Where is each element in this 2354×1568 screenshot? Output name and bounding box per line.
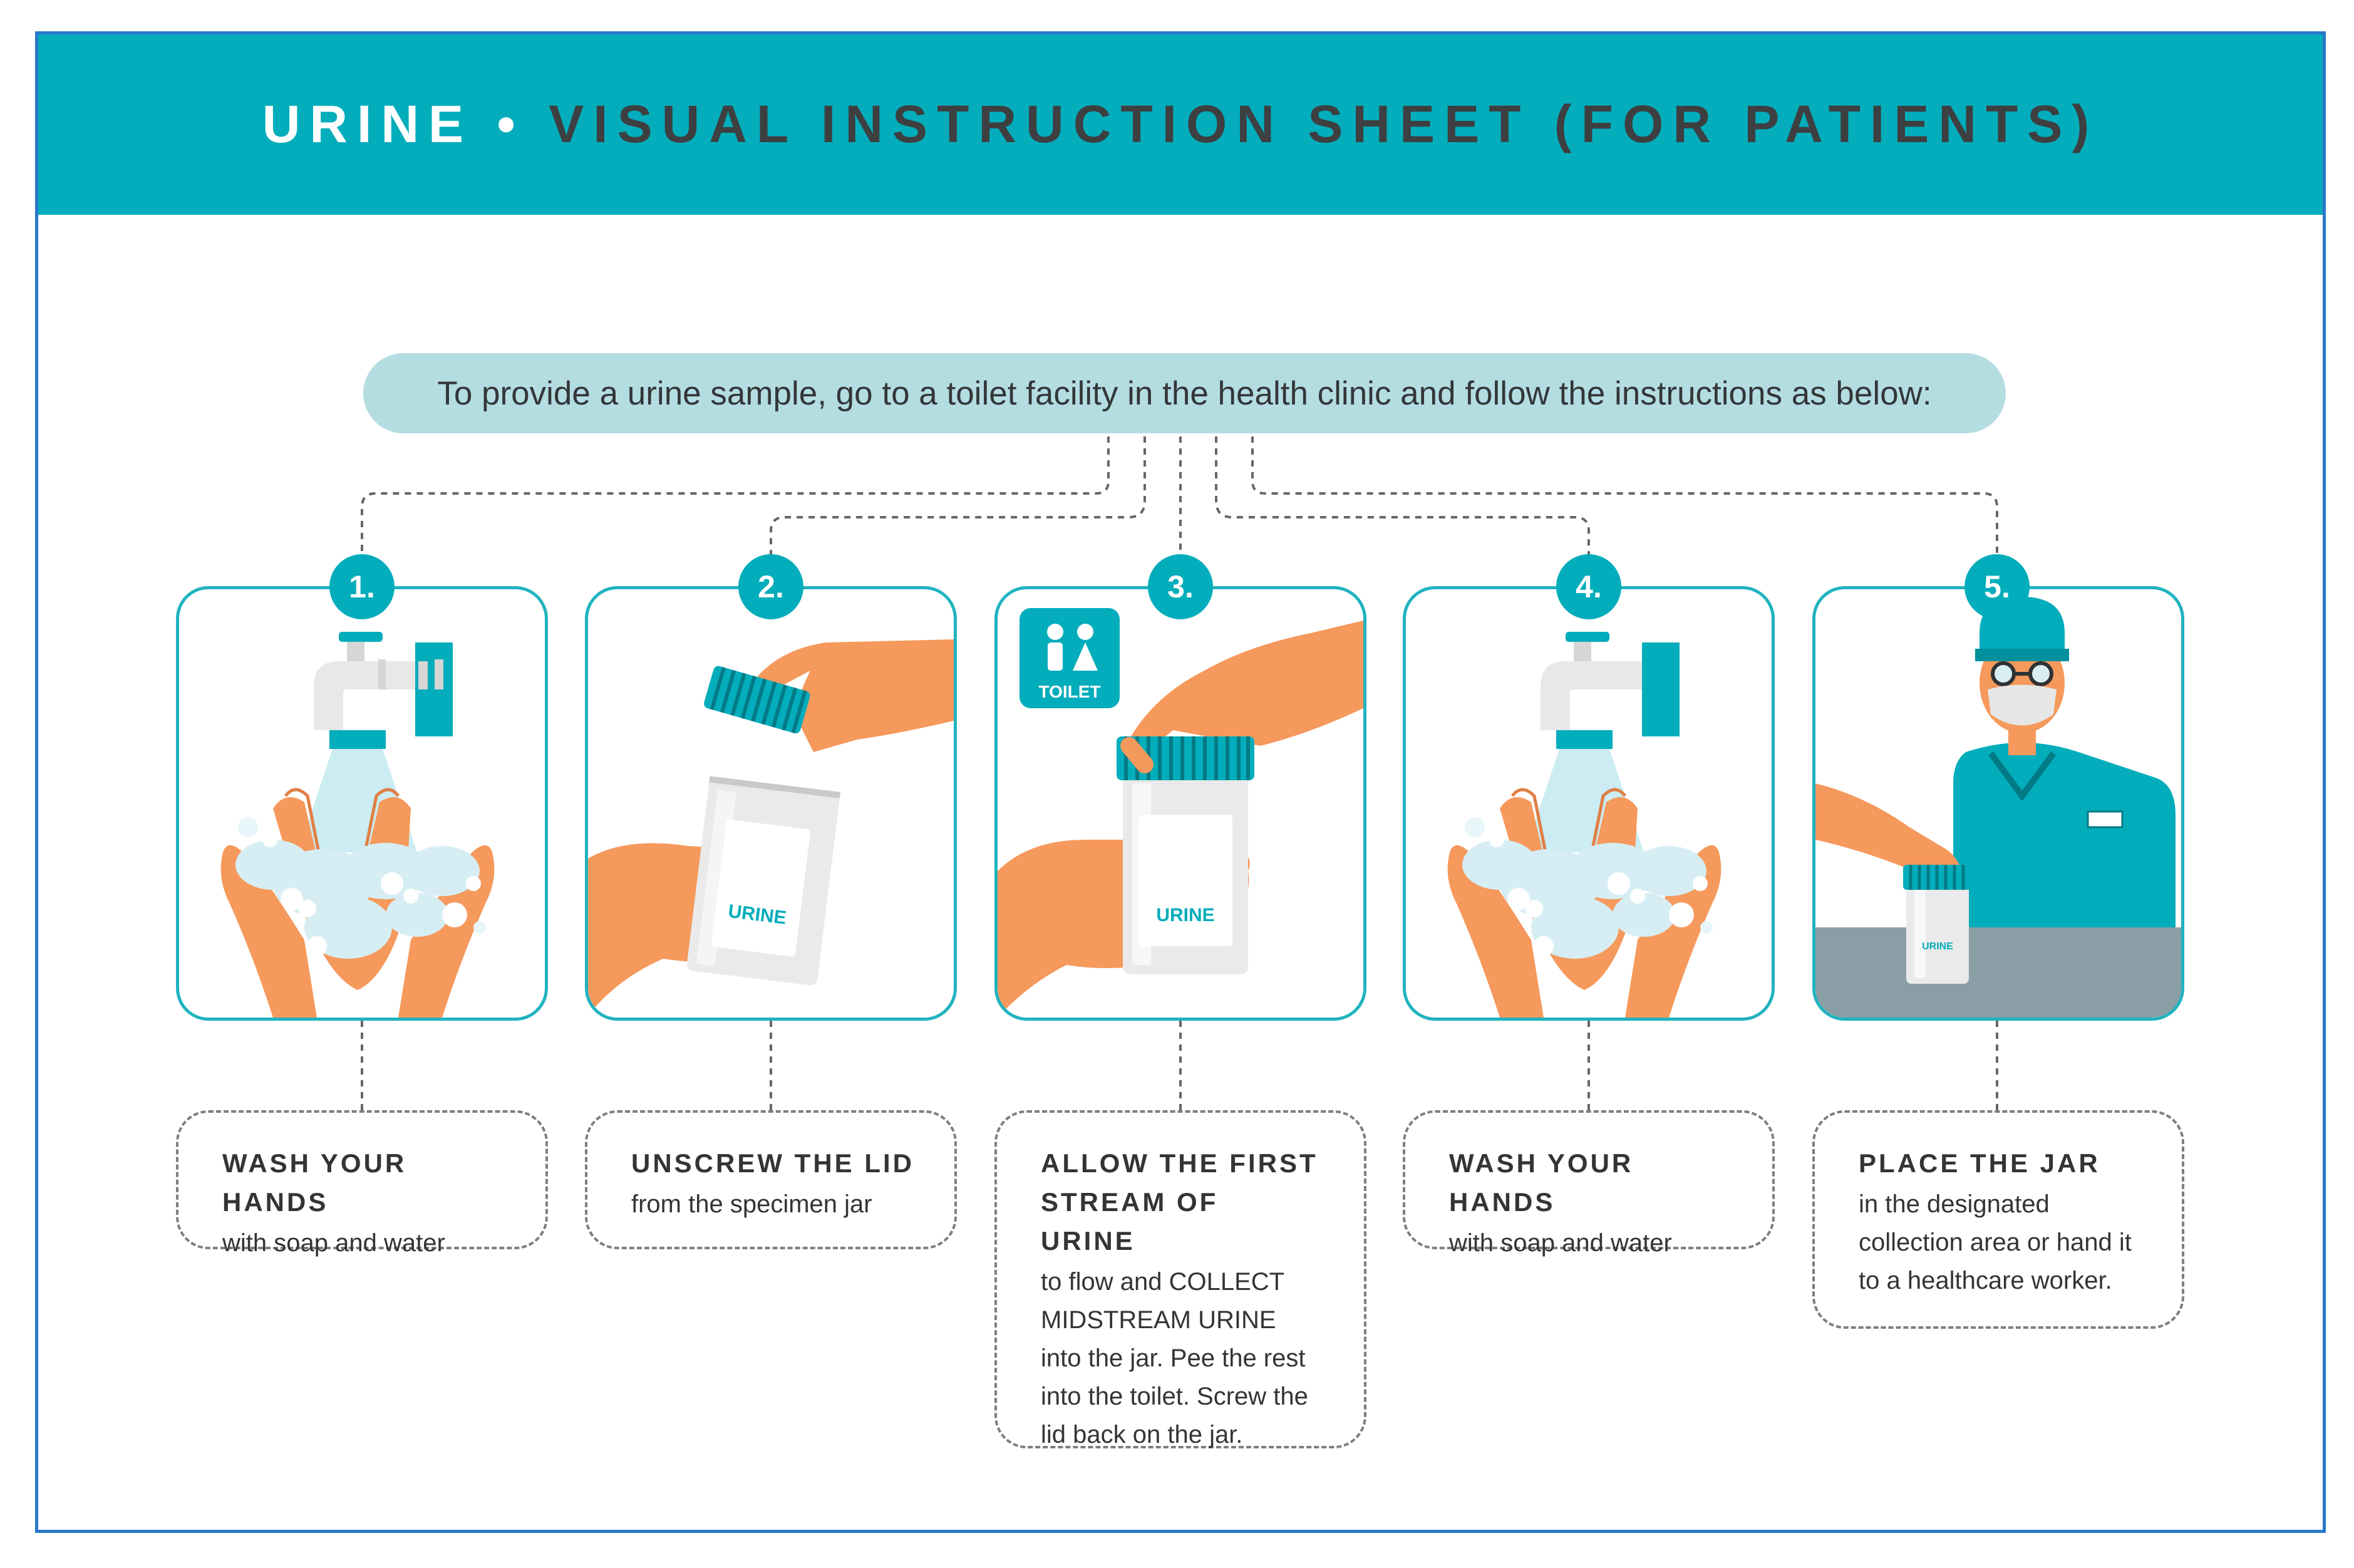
title-separator: • [497, 95, 525, 153]
toilet-label: TOILET [1038, 682, 1101, 701]
step-4-number-badge: 4. [1556, 554, 1621, 619]
step-5-number-badge: 5. [1964, 554, 2030, 619]
step-2-heading: UNSCREW THE LID [631, 1148, 914, 1178]
jar-label: URINE [1156, 905, 1215, 926]
specimen-jar-icon [686, 776, 840, 986]
title-main: URINE [262, 95, 473, 153]
intro-banner: To provide a urine sample, go to a toilet facility in the health clinic and follow the instructions as below: [363, 353, 2006, 433]
tap-icon [1541, 632, 1680, 749]
step-1-illustration [176, 586, 548, 1021]
step-3-number-badge: 3. [1148, 554, 1213, 619]
step-2-illustration [585, 586, 957, 1021]
jar-label: URINE [726, 900, 788, 929]
toilet-sign-icon [1020, 608, 1120, 708]
step-4-heading: WASH YOUR HANDS [1449, 1148, 1634, 1217]
step-5-description [1812, 1110, 2184, 1329]
healthcare-worker-icon [1953, 597, 2176, 940]
step-3-heading: ALLOW THE FIRST STREAM OF URINE [1041, 1148, 1318, 1256]
counter-surface [1815, 927, 2181, 1018]
step-5-illustration [1812, 586, 2184, 1021]
step-2-body: from the specimen jar [631, 1190, 872, 1218]
step-3-illustration [994, 586, 1366, 1021]
step-3-description [994, 1110, 1366, 1448]
instruction-sheet [35, 31, 2326, 1533]
specimen-jar-icon [1117, 736, 1254, 974]
step-3-body: to flow and COLLECT MIDSTREAM URINE into the jar. Pee the rest into the toilet. Screw the lid back on the jar. [1041, 1268, 1308, 1448]
specimen-jar-icon [1903, 865, 1972, 984]
title-rest: VISUAL INSTRUCTION SHEET (FOR PATIENTS) [549, 95, 2099, 153]
jar-label: URINE [1922, 941, 1953, 952]
step-2-description [585, 1110, 957, 1249]
tap-icon [314, 632, 453, 749]
step-1-description [176, 1110, 548, 1257]
step-2-number-badge: 2. [738, 554, 803, 619]
step-5-heading: PLACE THE JAR [1859, 1148, 2100, 1178]
step-1-number-badge: 1. [329, 554, 395, 619]
step-4-body: with soap and water [1449, 1229, 1672, 1257]
step-1-body: with soap and water [222, 1229, 445, 1257]
step-5-body: in the designated collection area or hand it to a healthcare worker. [1859, 1190, 2132, 1294]
step-4-illustration [1403, 586, 1775, 1021]
step-4-description [1403, 1110, 1775, 1257]
step-1-heading: WASH YOUR HANDS [222, 1148, 407, 1217]
